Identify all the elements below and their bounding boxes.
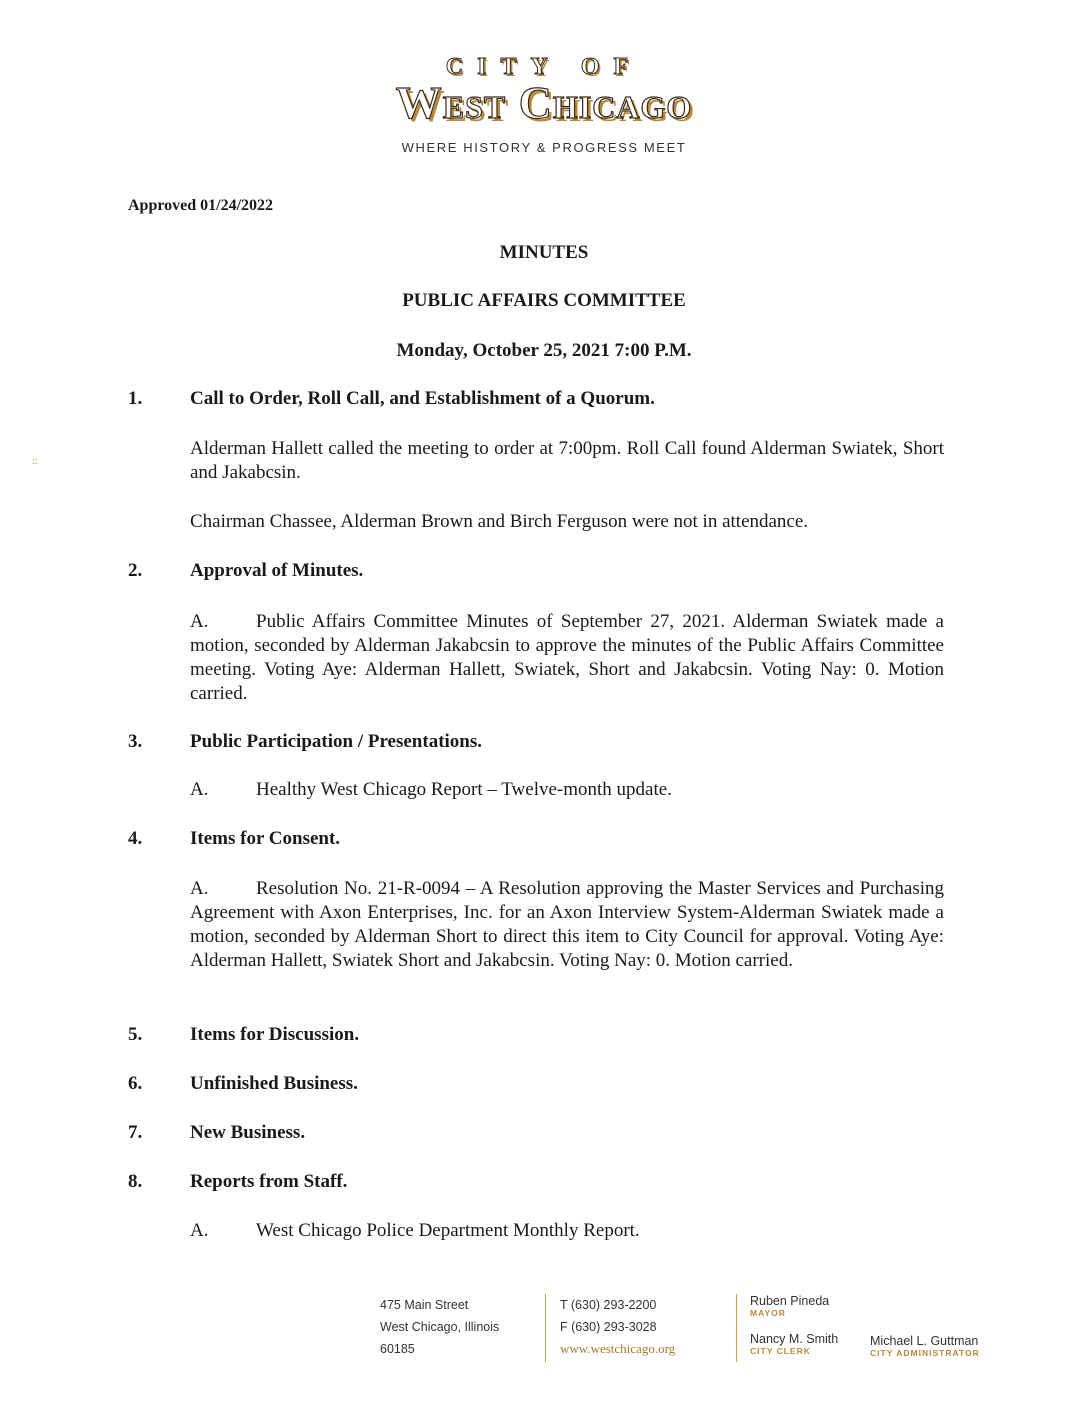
section-1-paragraph-1: Alderman Hallett called the meeting to order at 7:00pm. Roll Call found Alderman Swiatek, Short and Jakabcsin. bbox=[190, 438, 944, 483]
section-6-number: 6. bbox=[128, 1073, 143, 1094]
administrator-name: Michael L. Guttman bbox=[870, 1334, 979, 1348]
footer-address bbox=[380, 1294, 499, 1360]
section-4-item-a bbox=[190, 877, 944, 973]
title-date: Monday, October 25, 2021 7:00 P.M. bbox=[396, 340, 692, 361]
approved-date: Approved 01/24/2022 bbox=[128, 197, 274, 214]
section-7-title: New Business. bbox=[190, 1122, 306, 1143]
section-3-number: 3. bbox=[128, 731, 143, 752]
administrator-role: CITY ADMINISTRATOR bbox=[870, 1348, 980, 1358]
section-7-number: 7. bbox=[128, 1122, 143, 1143]
section-2-title: Approval of Minutes. bbox=[190, 560, 364, 581]
footer-administrator bbox=[870, 1334, 980, 1358]
section-3-title: Public Participation / Presentations. bbox=[190, 731, 483, 752]
section-8-title: Reports from Staff. bbox=[190, 1171, 348, 1192]
item-letter: A. bbox=[190, 878, 209, 899]
logo-city-of: CITY OF bbox=[445, 54, 643, 80]
mayor-name: Ruben Pineda bbox=[750, 1294, 830, 1308]
fax-number: F (630) 293-3028 bbox=[560, 1320, 657, 1334]
address-line-3: 60185 bbox=[380, 1342, 415, 1356]
mayor-role: MAYOR bbox=[750, 1308, 786, 1318]
phone-number: T (630) 293-2200 bbox=[560, 1298, 657, 1312]
item-text: Public Affairs Committee Minutes of September 27, 2021. Alderman Swiatek made a motion, seconded by Alderman Jakabcsin to approve the minutes of the Public Affairs Committee meeting. Voting Aye: Alderman Hallett, Swiatek, Short and Jakabcsin. Voting Nay: 0. Motion carried. bbox=[190, 611, 944, 704]
section-5-title: Items for Discussion. bbox=[190, 1024, 360, 1045]
logo-city-name: West Chicago bbox=[395, 77, 693, 128]
clerk-name: Nancy M. Smith bbox=[750, 1332, 839, 1346]
clerk-role: CITY CLERK bbox=[750, 1346, 811, 1356]
section-5-number: 5. bbox=[128, 1024, 143, 1045]
footer-officials bbox=[750, 1294, 838, 1356]
title-committee: PUBLIC AFFAIRS COMMITTEE bbox=[402, 290, 686, 311]
section-6-title: Unfinished Business. bbox=[190, 1073, 358, 1094]
item-text: Healthy West Chicago Report – Twelve-month update. bbox=[256, 779, 672, 800]
address-line-1: 475 Main Street bbox=[380, 1298, 469, 1312]
section-8-number: 8. bbox=[128, 1171, 143, 1192]
section-4-number: 4. bbox=[128, 828, 143, 849]
letterhead-tagline: WHERE HISTORY & PROGRESS MEET bbox=[401, 140, 687, 155]
section-1-paragraph-2: Chairman Chassee, Alderman Brown and Birch Ferguson were not in attendance. bbox=[190, 511, 809, 532]
section-3-item-a bbox=[190, 779, 672, 801]
section-1-number: 1. bbox=[128, 388, 143, 409]
section-2-number: 2. bbox=[128, 560, 143, 581]
item-letter: A. bbox=[190, 1220, 209, 1241]
section-4-title: Items for Consent. bbox=[190, 828, 341, 849]
address-line-2: West Chicago, Illinois bbox=[380, 1320, 500, 1334]
item-text: Resolution No. 21-R-0094 – A Resolution approving the Master Services and Purchasing Agreement with Axon Enterprises, Inc. for an Axon Interview System-Alderman Swiatek made a motion, seconded by Alderman Short to direct this item to City Council for approval. Voting Aye: Alderman Hallett, Swiatek Short and Jakabcsin. Voting Nay: 0. Motion carried. bbox=[190, 878, 944, 971]
website-link[interactable]: www.westchicago.org bbox=[560, 1341, 676, 1356]
item-letter: A. bbox=[190, 611, 209, 632]
item-text: West Chicago Police Department Monthly Report. bbox=[256, 1220, 640, 1241]
section-2-item-a bbox=[190, 610, 944, 706]
footer-divider bbox=[545, 1294, 546, 1362]
item-letter: A. bbox=[190, 779, 209, 800]
footer-divider bbox=[736, 1294, 737, 1362]
section-8-item-a bbox=[190, 1220, 640, 1242]
section-1-title: Call to Order, Roll Call, and Establishment of a Quorum. bbox=[190, 388, 655, 409]
margin-mark-icon: :: bbox=[32, 456, 38, 467]
title-minutes: MINUTES bbox=[499, 242, 589, 263]
footer-contact bbox=[560, 1294, 675, 1360]
